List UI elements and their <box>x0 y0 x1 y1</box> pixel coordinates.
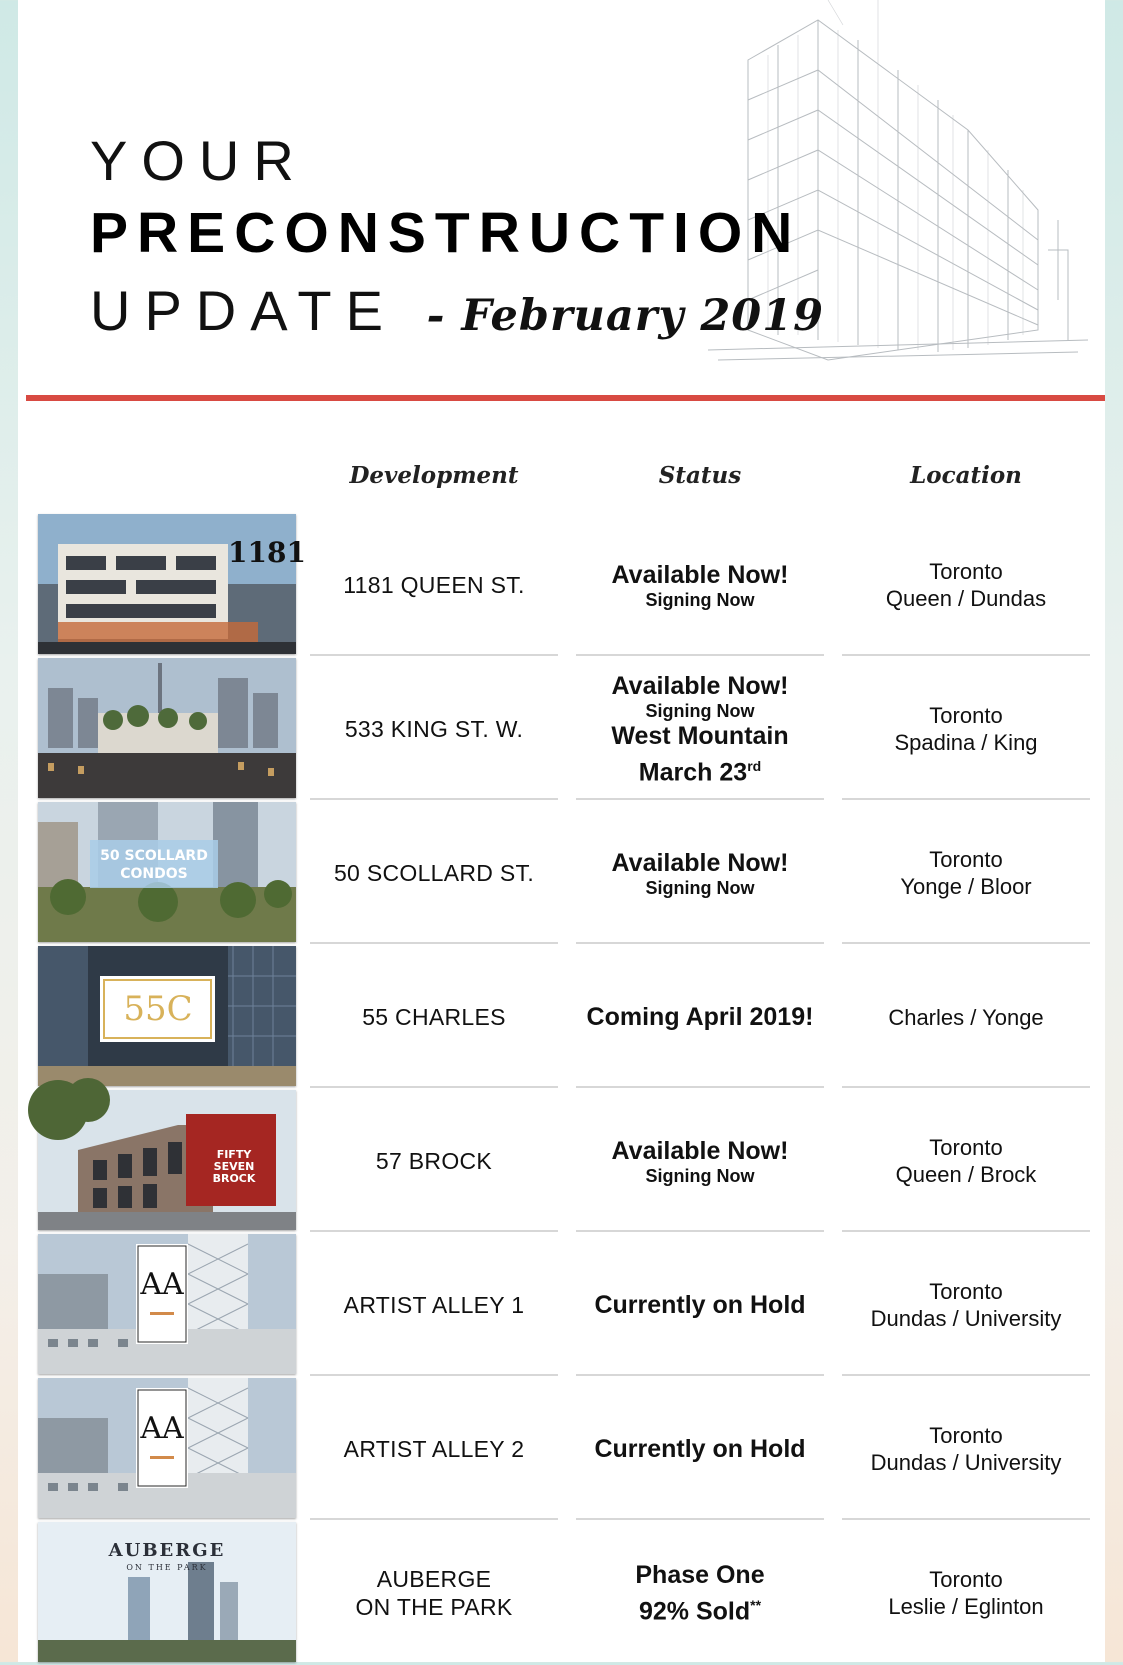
development-name: 57 BROCK <box>375 1148 493 1174</box>
table-row <box>18 1090 1105 1233</box>
development-image <box>38 514 306 654</box>
development-logo-line1: AUBERGE <box>108 1540 226 1561</box>
status-main-line2 <box>639 1590 761 1626</box>
table-row <box>18 1234 1105 1377</box>
development-logo-line1: FIFTY <box>216 1148 252 1161</box>
status-extra-date: March 23 <box>638 758 748 787</box>
development-image <box>38 946 296 1086</box>
development-image <box>38 1090 296 1230</box>
development-name-line2: ON THE PARK <box>355 1594 513 1620</box>
development-name: ARTIST ALLEY 2 <box>343 1436 525 1462</box>
development-name: 55 CHARLES <box>362 1004 506 1030</box>
status-main: Available Now! <box>611 561 789 589</box>
development-name: AUBERGE <box>376 1566 492 1592</box>
development-logo-line2: ON THE PARK <box>126 1563 208 1572</box>
development-logo-line2: CONDOS <box>120 866 188 882</box>
location-intersection: Queen / Brock <box>895 1162 1037 1187</box>
status-footnote-mark: ** <box>750 1596 762 1613</box>
location-city: Toronto <box>929 559 1003 584</box>
location-city: Toronto <box>929 1279 1003 1304</box>
development-name: 1181 QUEEN ST. <box>343 572 525 598</box>
header <box>18 0 1105 400</box>
location-city: Toronto <box>929 703 1003 728</box>
table-row <box>18 946 1105 1089</box>
development-image <box>38 1522 296 1662</box>
status-sub: Signing Now <box>645 1166 755 1186</box>
location-city: Toronto <box>929 1567 1003 1592</box>
development-logo-line2: SEVEN <box>213 1160 255 1173</box>
status-sold: 92% Sold <box>638 1597 751 1626</box>
development-image <box>38 1234 296 1374</box>
status-sub: Signing Now <box>645 878 755 898</box>
red-divider <box>26 395 1105 401</box>
status-main: Available Now! <box>611 1137 789 1165</box>
development-name: 533 KING ST. W. <box>344 716 524 742</box>
status-main: Currently on Hold <box>594 1435 806 1463</box>
location-intersection: Spadina / King <box>894 730 1038 755</box>
development-logo: 55C <box>123 989 193 1029</box>
status-main: Available Now! <box>611 671 789 700</box>
development-name: ARTIST ALLEY 1 <box>343 1292 525 1318</box>
table-row <box>18 802 1105 945</box>
development-logo: AA <box>140 1267 184 1302</box>
development-image <box>38 658 296 798</box>
column-header-location: Location <box>910 462 1022 489</box>
location-intersection: Charles / Yonge <box>888 1004 1044 1030</box>
status-sub: Signing Now <box>645 700 755 721</box>
title-update-word: UPDATE <box>90 279 397 342</box>
table-row <box>18 1378 1105 1521</box>
status-main: Coming April 2019! <box>586 1003 814 1031</box>
status-sub: Signing Now <box>645 590 755 610</box>
development-logo: 1181 <box>228 536 306 569</box>
location-intersection: Queen / Dundas <box>885 586 1047 611</box>
status-main: Phase One <box>635 1560 765 1589</box>
development-logo-line1: 50 SCOLLARD <box>100 848 208 864</box>
location-city: Toronto <box>929 1135 1003 1160</box>
location-intersection: Leslie / Eglinton <box>888 1594 1044 1619</box>
column-header-development: Development <box>349 462 519 489</box>
location-city: Toronto <box>929 847 1003 872</box>
status-main: Currently on Hold <box>594 1291 806 1319</box>
location-city: Toronto <box>929 1423 1003 1448</box>
table-row <box>18 658 1105 801</box>
development-image <box>38 1378 296 1518</box>
issue-date: - February 2019 <box>426 291 825 341</box>
newsletter-sheet <box>18 0 1105 1662</box>
status-extra-date-suffix: rd <box>747 757 762 774</box>
development-logo-line3: BROCK <box>212 1172 256 1185</box>
title-update <box>90 278 824 343</box>
title-your: YOUR <box>90 129 308 192</box>
location-intersection: Yonge / Bloor <box>900 874 1032 899</box>
location-intersection: Dundas / University <box>870 1306 1062 1331</box>
location-intersection: Dundas / University <box>870 1450 1062 1475</box>
table-row <box>18 514 1105 657</box>
status-main: Available Now! <box>611 849 789 877</box>
status-extra-line1: West Mountain <box>611 721 789 750</box>
development-name: 50 SCOLLARD ST. <box>333 860 535 886</box>
title-preconstruction: PRECONSTRUCTION <box>90 201 802 265</box>
development-logo: AA <box>140 1411 184 1446</box>
status-extra-line2 <box>639 751 761 787</box>
table-row <box>18 1522 1105 1665</box>
column-header-status: Status <box>658 462 742 489</box>
development-image <box>38 802 296 942</box>
